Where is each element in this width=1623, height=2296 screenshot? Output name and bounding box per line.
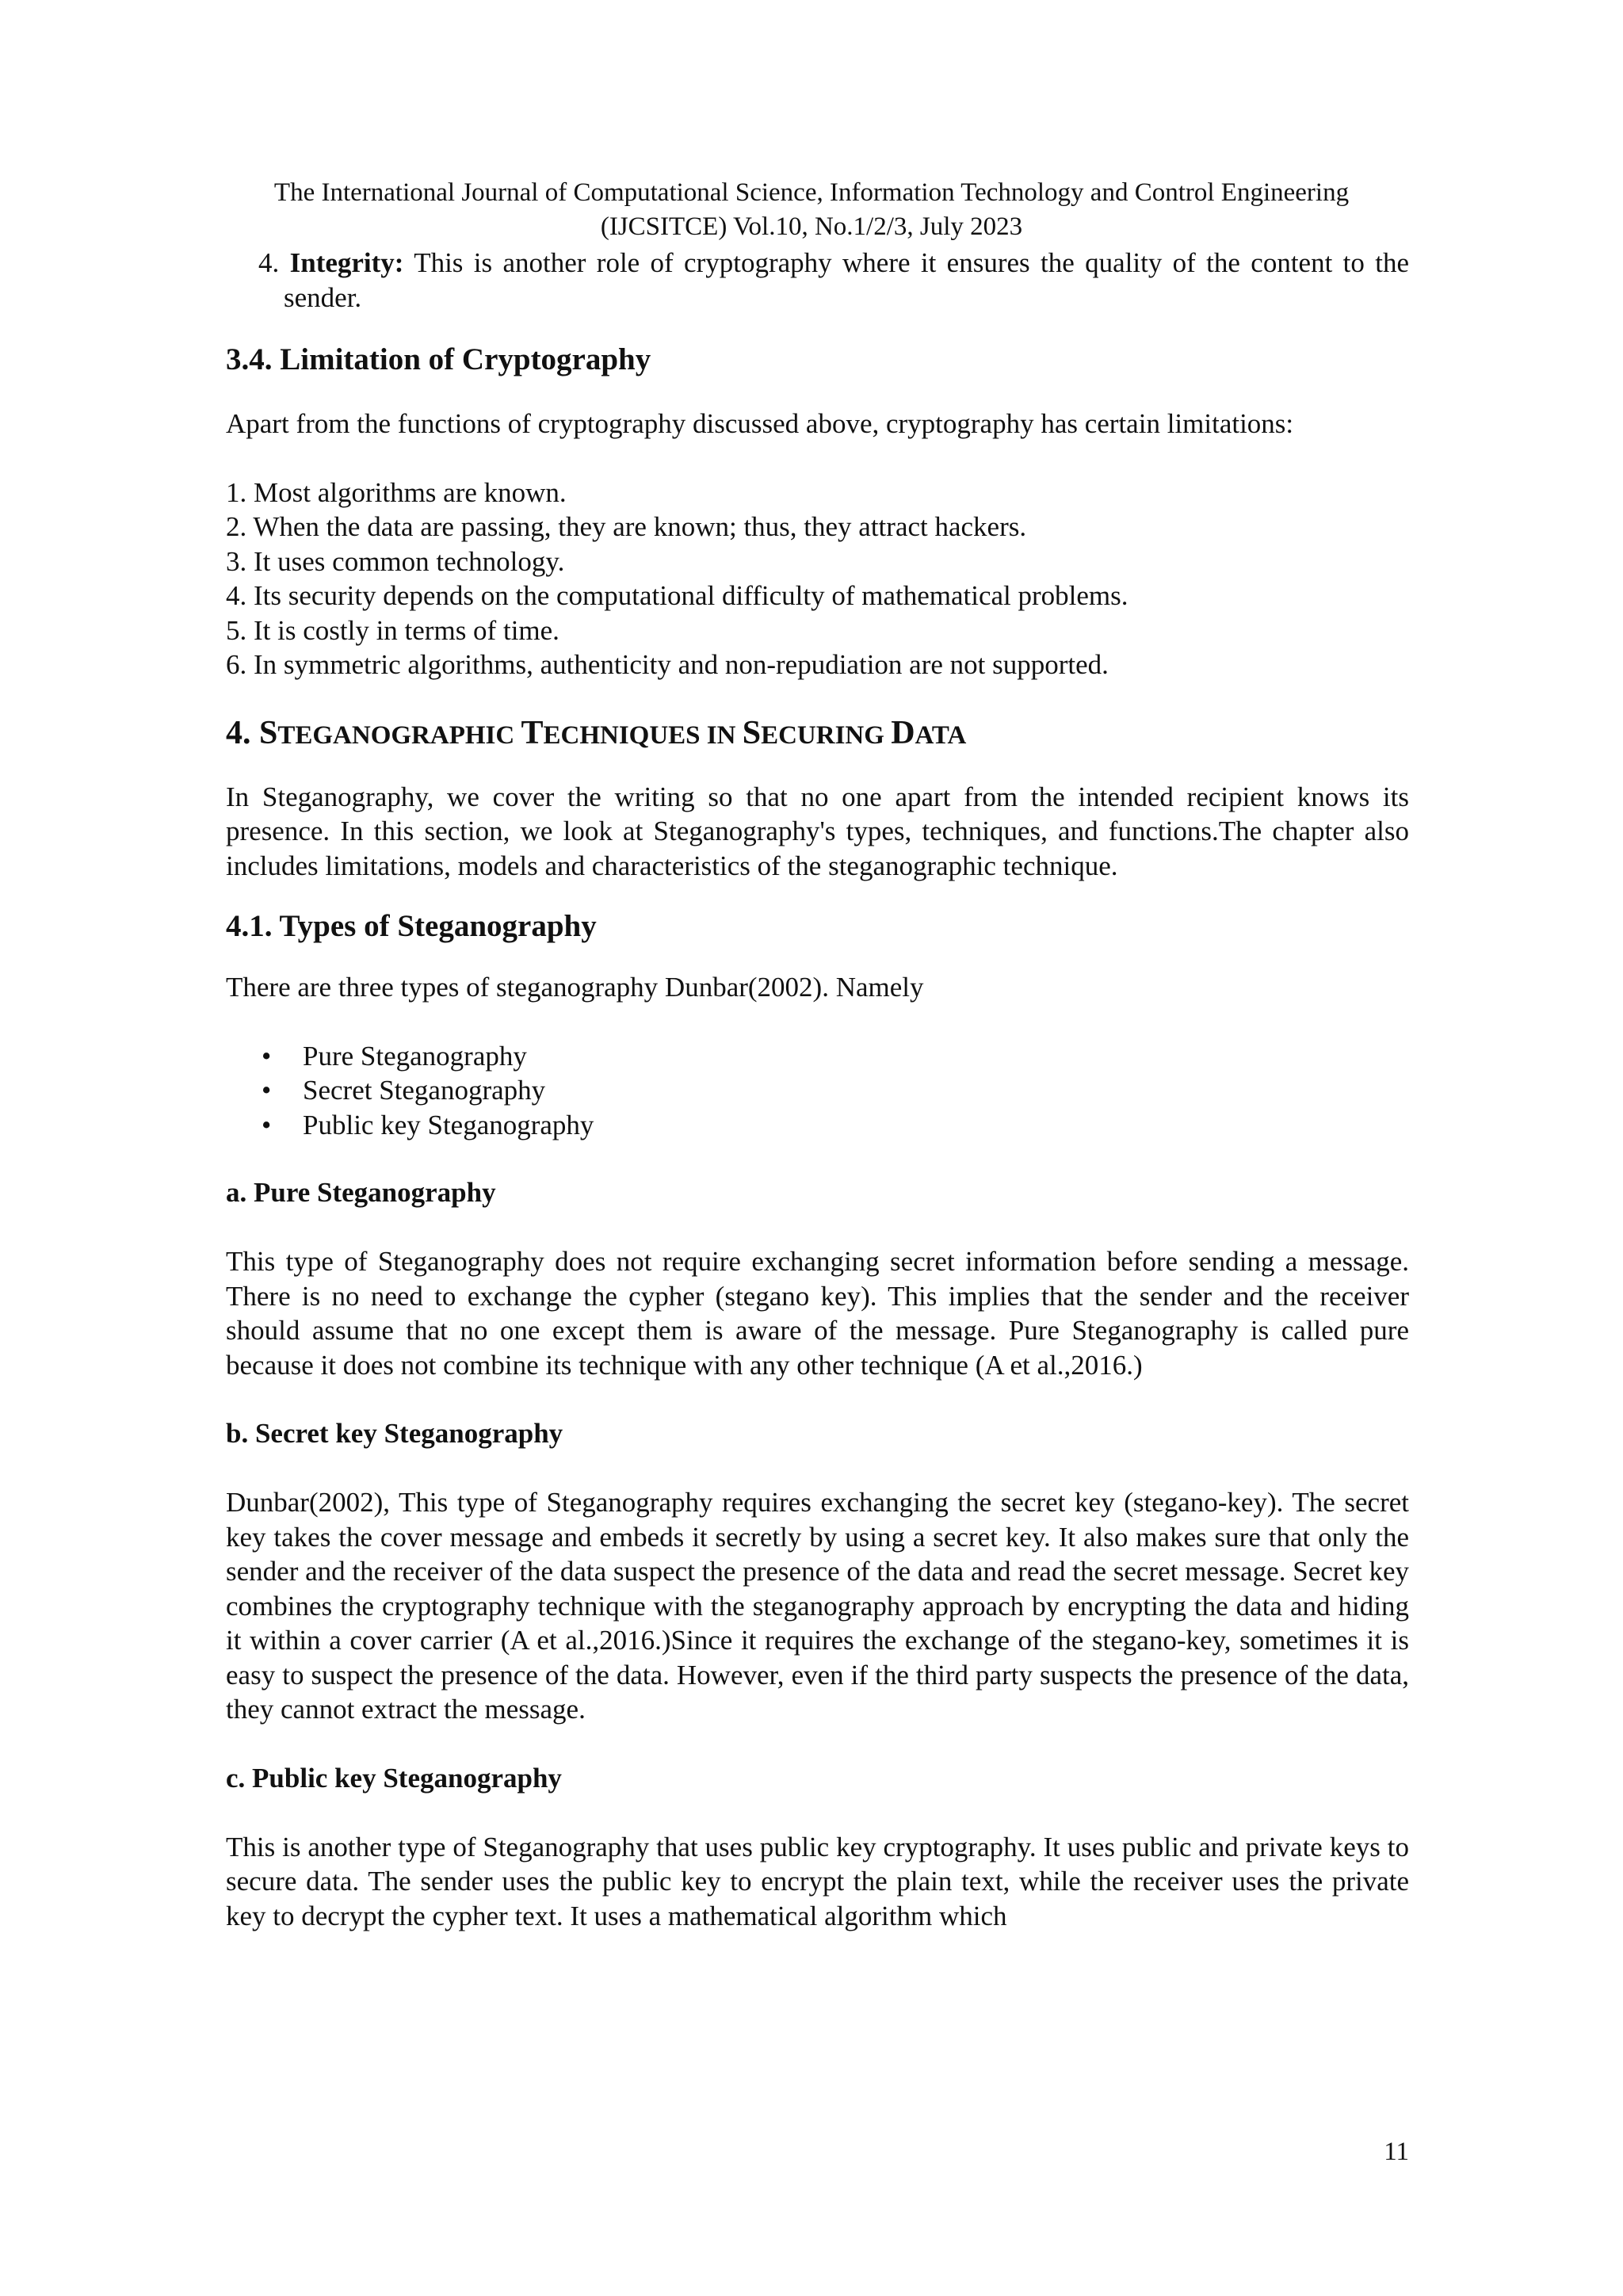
title-word: D <box>891 714 915 751</box>
section-4-heading <box>226 712 1409 756</box>
subsection-a-body: This type of Steganography does not require exchanging secret information before sending a message. There is no need to exchange the cypher (stegano key). This implies that the sender and the receiver should assume that no one except them is aware of the message. Pure Steganography is called pure because it does not combine its technique with any other technique (A et al.,2016.) <box>226 1246 1409 1381</box>
section-3-4-intro: Apart from the functions of cryptography discussed above, cryptography has certain limitations: <box>226 408 1294 439</box>
subsection-c-body: This is another type of Steganography that uses public key cryptography. It uses public and private keys to secure data. The sender uses the public key to encrypt the plain text, while the receiver uses the private key to decrypt the cypher text. It uses a mathematical algorithm which <box>226 1831 1409 1931</box>
integrity-list-item <box>226 246 1409 315</box>
integrity-term: Integrity: <box>289 247 404 278</box>
list-item: 1. Most algorithms are known. <box>226 476 567 508</box>
section-4-number: 4. <box>226 714 259 751</box>
title-word-rest: ECHNIQUES IN <box>543 720 743 750</box>
section-4-1-intro: There are three types of steganography Dunbar(2002). Namely <box>226 972 924 1003</box>
section-3-4-heading: 3.4. Limitation of Cryptography <box>226 342 651 376</box>
title-word-rest: TEGANOGRAPHIC <box>277 720 521 750</box>
list-item: 2. When the data are passing, they are known; thus, they attract hackers. <box>226 511 1027 542</box>
title-word: S <box>259 714 278 751</box>
title-word: S <box>742 714 762 751</box>
steganography-types-list <box>226 1039 1409 1143</box>
list-item: • Secret Steganography <box>262 1073 1409 1108</box>
subsection-b-heading: b. Secret key Steganography <box>226 1418 563 1449</box>
list-item: • Public key Steganography <box>262 1108 1409 1143</box>
subsection-c-heading: c. Public key Steganography <box>226 1762 562 1794</box>
limitations-list <box>226 476 1409 682</box>
page-content <box>226 246 1409 1933</box>
integrity-number: 4. <box>258 247 280 278</box>
title-word: T <box>521 714 544 751</box>
journal-volume-line: (IJCSITCE) Vol.10, No.1/2/3, July 2023 <box>600 212 1023 241</box>
title-word-rest: ECURING <box>761 720 892 750</box>
journal-title-line: The International Journal of Computational Science, Information Technology and Control Engineering <box>273 178 1350 207</box>
list-item: • Pure Steganography <box>262 1039 1409 1074</box>
section-4-1-heading: 4.1. Types of Steganography <box>226 909 597 943</box>
title-word-rest: ATA <box>915 720 967 750</box>
list-item: 3. It uses common technology. <box>226 545 565 577</box>
integrity-text: This is another role of cryptography where it ensures the quality of the content to the sender. <box>284 247 1409 313</box>
subsection-a-heading: a. Pure Steganography <box>226 1177 496 1208</box>
section-4-intro: In Steganography, we cover the writing so that no one apart from the intended recipient knows its presence. In this section, we look at Steganography's types, techniques, and functions.The chapter also includes limitations, models and characteristics of the steganographic technique. <box>226 781 1409 881</box>
subsection-b-body: Dunbar(2002), This type of Steganography requires exchanging the secret key (stegano-key). The secret key takes the cover message and embeds it secretly by using a secret key. It also makes sure that only the sender and the receiver of the data suspect the presence of the data and read the secret message. Secret key combines the cryptography technique with the steganography approach by encrypting the data and hiding it within a cover carrier (A et al.,2016.)Since it requires the exchange of the stegano-key, sometimes it is easy to suspect the presence of the data. However, even if the third party suspects the presence of the data, they cannot extract the message. <box>226 1487 1409 1725</box>
list-item: 6. In symmetric algorithms, authenticity and non-repudiation are not supported. <box>226 649 1109 680</box>
list-item: 5. It is costly in terms of time. <box>226 614 559 646</box>
list-item: 4. Its security depends on the computational difficulty of mathematical problems. <box>226 580 1128 611</box>
running-header <box>198 176 1425 244</box>
page-number: 11 <box>1384 2137 1409 2166</box>
